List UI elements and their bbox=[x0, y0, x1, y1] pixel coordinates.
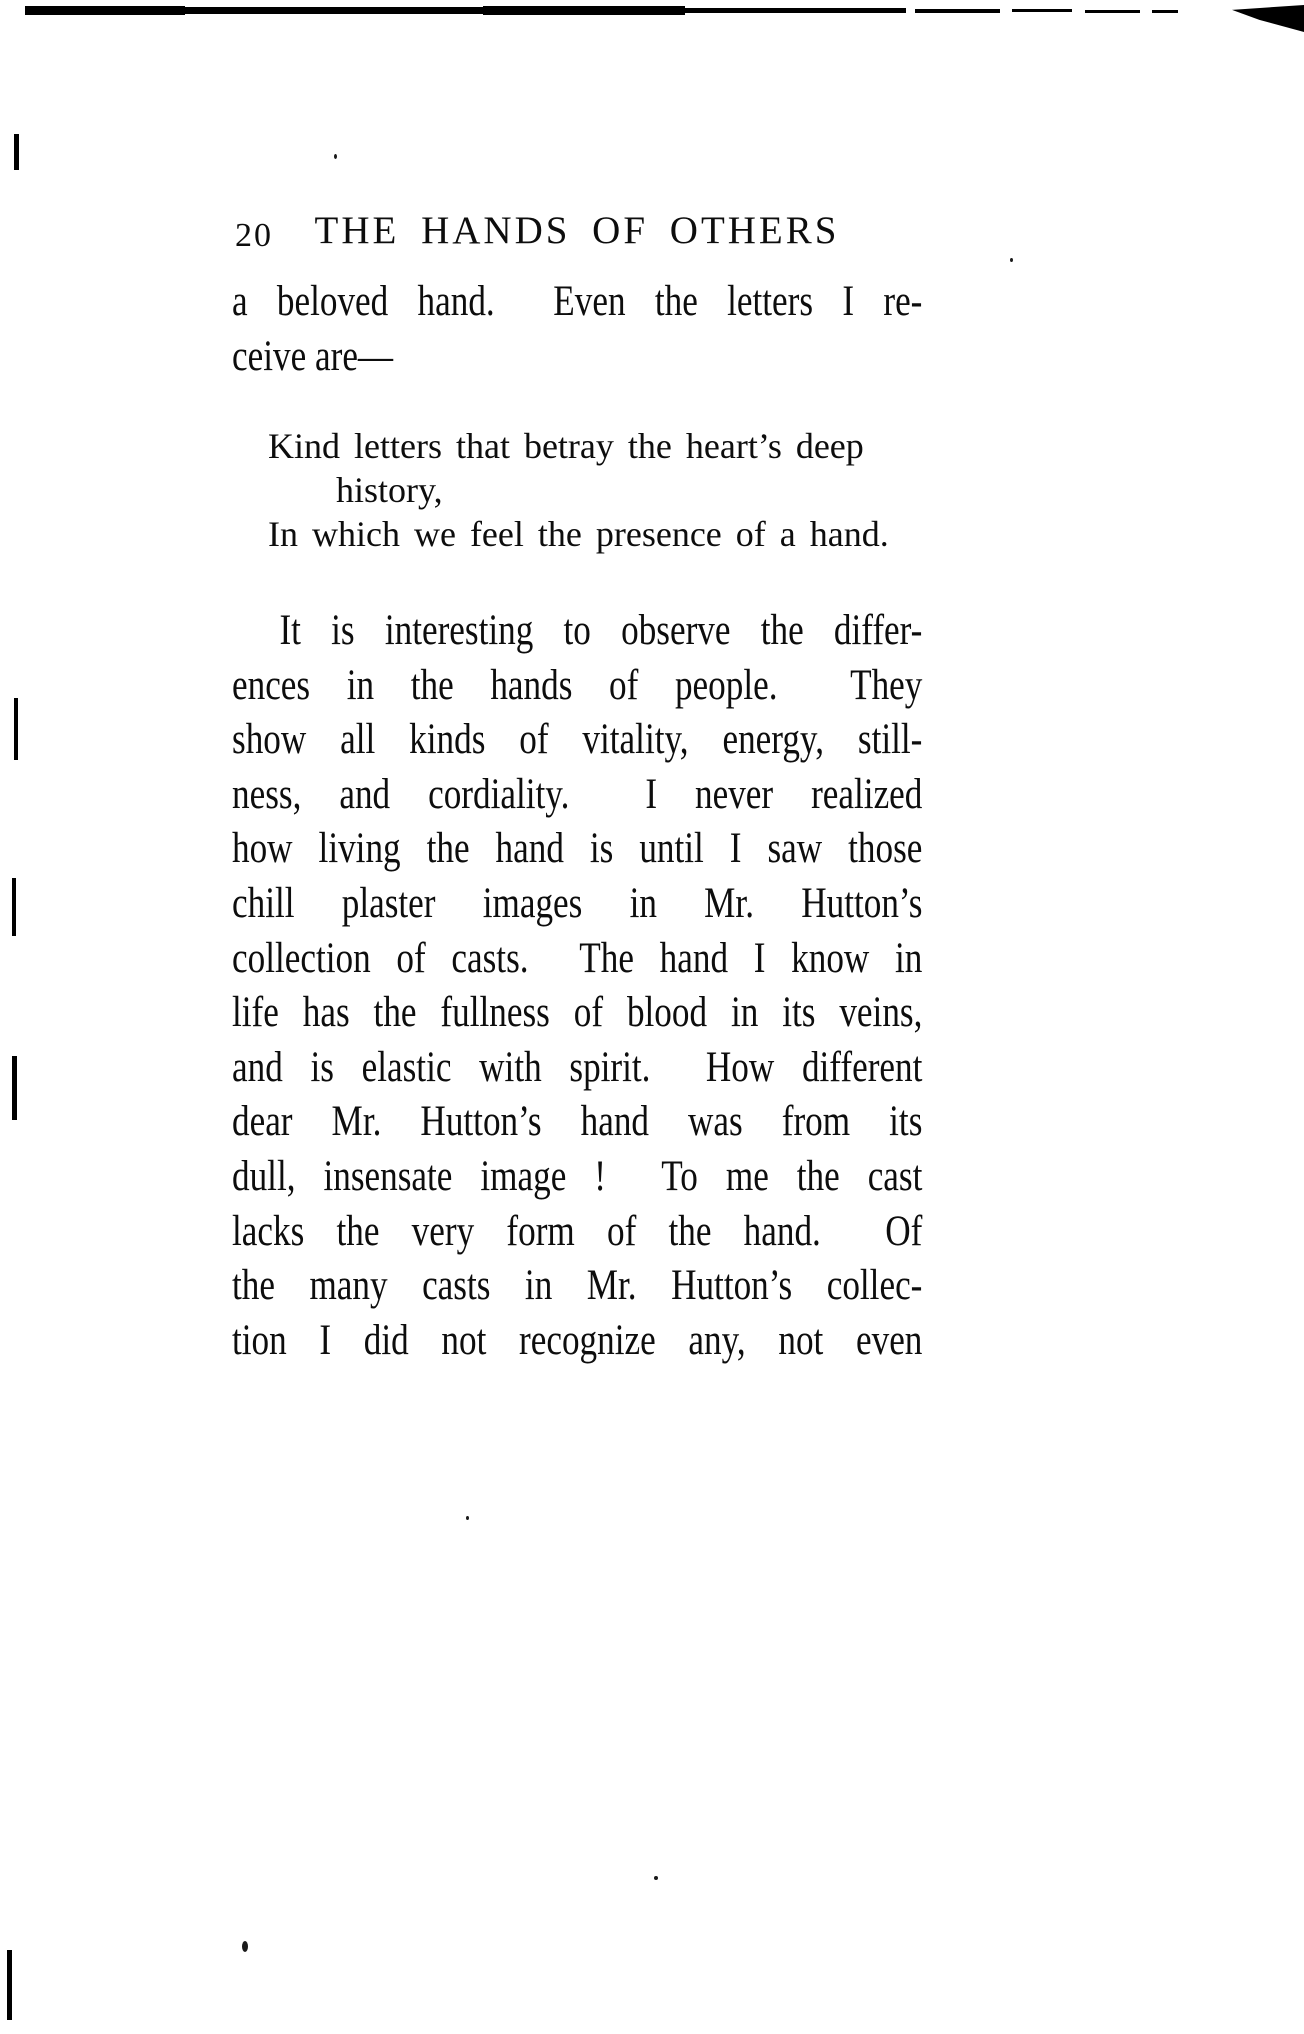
top-edge-segment bbox=[25, 6, 185, 15]
verse-line: history, bbox=[336, 470, 443, 510]
opening-line: a beloved hand. Even the letters I re- bbox=[232, 278, 923, 325]
opening-line: ceive are— bbox=[232, 333, 394, 380]
top-edge-dash bbox=[1085, 10, 1140, 13]
body-line: collection of casts. The hand I know in bbox=[232, 934, 923, 982]
body-paragraph bbox=[232, 604, 922, 1368]
verse-line: In which we feel the presence of a hand. bbox=[268, 514, 889, 554]
top-edge-segment bbox=[183, 7, 485, 14]
page-number: 20 bbox=[235, 217, 273, 254]
ink-dot bbox=[466, 1516, 469, 1520]
top-edge-segment bbox=[684, 8, 906, 13]
body-line: dear Mr. Hutton’s hand was from its bbox=[232, 1098, 923, 1146]
body-line: the many casts in Mr. Hutton’s collec- bbox=[232, 1262, 923, 1310]
margin-smudge bbox=[14, 134, 19, 170]
body-line: and is elastic with spirit. How different bbox=[232, 1043, 923, 1091]
body-line: ences in the hands of people. They bbox=[232, 661, 923, 709]
top-edge-dash bbox=[1152, 10, 1178, 13]
margin-smudge bbox=[14, 698, 18, 760]
body-line: It is interesting to observe the differ- bbox=[279, 607, 923, 654]
body-line: life has the fullness of blood in its veins, bbox=[232, 989, 923, 1037]
body-line: ness, and cordiality. I never realized bbox=[232, 770, 923, 818]
running-title: THE HANDS OF OTHERS bbox=[314, 209, 840, 252]
body-line: show all kinds of vitality, energy, still- bbox=[232, 716, 923, 764]
ink-dot bbox=[334, 154, 337, 159]
body-line: how living the hand is until I saw those bbox=[232, 825, 923, 873]
ink-dot bbox=[242, 1941, 248, 1952]
margin-smudge bbox=[12, 1056, 17, 1120]
verse-quotation bbox=[268, 424, 968, 556]
ink-dot bbox=[654, 1876, 658, 1880]
body-line: chill plaster images in Mr. Hutton’s bbox=[232, 879, 923, 927]
verse-line: Kind letters that betray the heart’s deep bbox=[268, 426, 864, 466]
ink-dot bbox=[1010, 258, 1013, 262]
top-edge-dash bbox=[1012, 9, 1072, 12]
margin-smudge bbox=[7, 1950, 12, 2020]
body-line: lacks the very form of the hand. Of bbox=[232, 1207, 923, 1255]
body-line: dull, insensate image ! To me the cast bbox=[232, 1152, 923, 1200]
opening-paragraph bbox=[232, 274, 922, 384]
body-line: tion I did not recognize any, not even bbox=[232, 1316, 923, 1364]
margin-smudge bbox=[12, 878, 16, 936]
top-edge-dash bbox=[915, 9, 1000, 13]
scan-corner-wedge bbox=[1232, 5, 1304, 32]
top-edge-segment bbox=[483, 6, 685, 15]
